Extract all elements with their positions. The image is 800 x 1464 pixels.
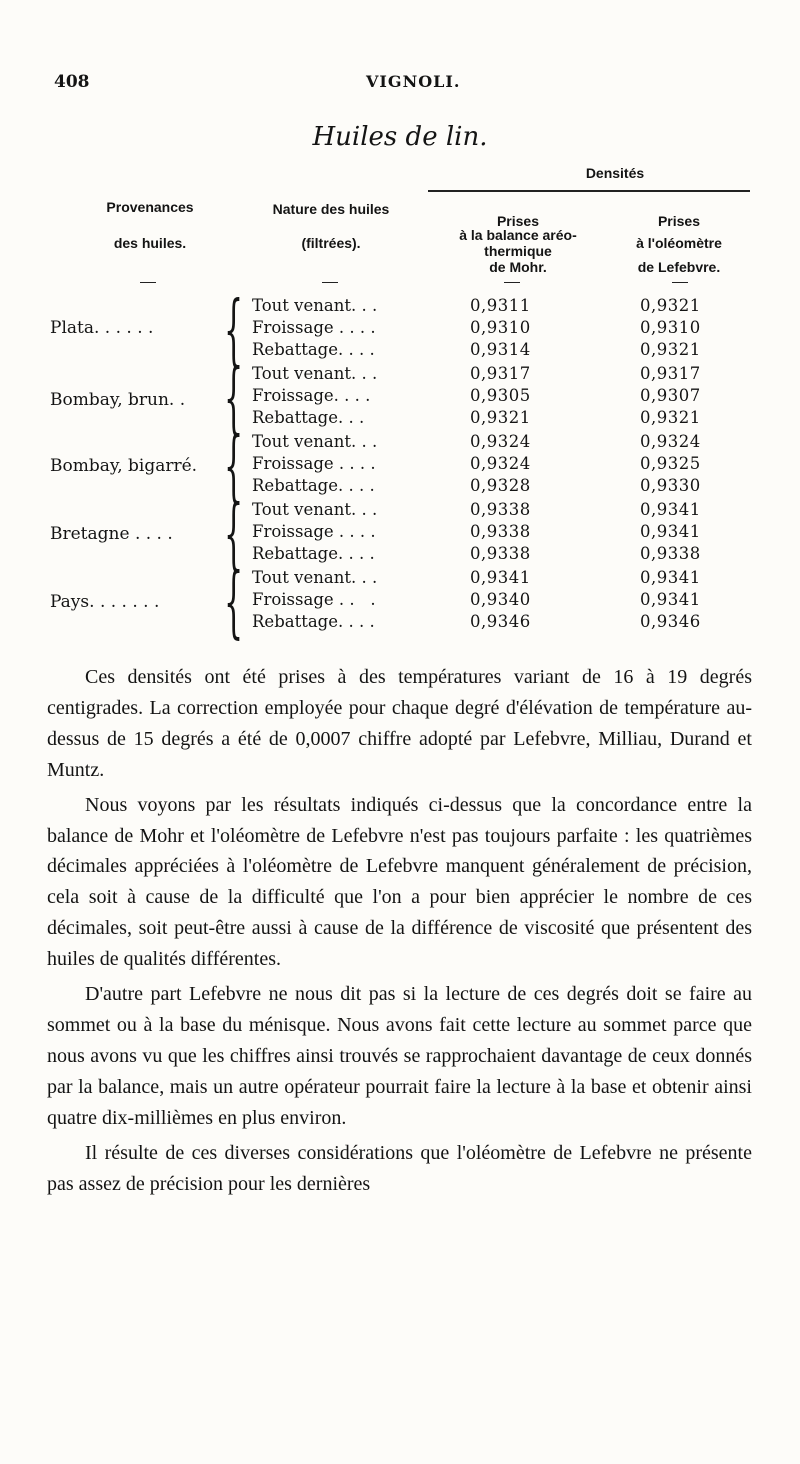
row-lefebvre-value: 0,9321 (640, 296, 701, 315)
row-nature: Froissage . . . (252, 590, 376, 609)
row-mohr-value: 0,9341 (470, 568, 531, 587)
row-mohr-value: 0,9346 (470, 612, 531, 631)
header-dash (504, 282, 520, 283)
row-nature: Tout venant. . . (252, 432, 378, 451)
row-nature: Rebattage. . . (252, 408, 365, 427)
row-nature: Rebattage. . . . (252, 340, 375, 359)
row-nature: Froissage . . . . (252, 318, 376, 337)
group-provenance: Bombay, brun. . (50, 390, 186, 410)
row-mohr-value: 0,9310 (470, 318, 531, 337)
header-nature-line2: (filtrées). (301, 235, 361, 251)
running-head (54, 72, 746, 96)
header-densities: Densités (585, 165, 645, 181)
row-nature: Tout venant. . . (252, 568, 378, 587)
paragraph: D'autre part Lefebvre ne nous dit pas si la lecture de ces degrés doit se faire au sommet ou à la base du ménisque. Nous avons fait cette lecture au sommet parce que nous avons vu que les chiffres ainsi trouvés se rapprochaient davantage de ceux donnés par la balance, mais un autre opérateur pourrait faire la lecture à la base et obtenir ainsi quatre dix-millièmes en plus environ. (47, 983, 752, 1129)
row-nature: Froissage . . . . (252, 454, 376, 473)
header-lefebvre-line1: Prises (657, 213, 701, 229)
paragraph: Ces densités ont été prises à des températures variant de 16 à 19 degrés centigrades. La correction employée pour chaque degré d'élévation de température au-dessus de 15 degrés a été de 0,0007 chiffre adopté par Lefebvre, Milliau, Durand et Muntz. (47, 666, 752, 781)
header-mohr-line4: de Mohr. (489, 259, 547, 275)
row-mohr-value: 0,9324 (470, 454, 531, 473)
header-nature-line1: Nature des huiles (272, 201, 390, 217)
row-mohr-value: 0,9311 (470, 296, 531, 315)
page-number: 408 (54, 72, 90, 92)
header-dash (322, 282, 338, 283)
row-nature: Froissage. . . . (252, 386, 371, 405)
row-lefebvre-value: 0,9341 (640, 500, 701, 519)
row-lefebvre-value: 0,9341 (640, 568, 701, 587)
body-text (47, 662, 752, 1203)
paragraph: Nous voyons par les résultats indiqués ci-dessus que la concordance entre la balance de Mohr et l'oléomètre de Lefebvre n'est pas toujours parfaite : les quatrièmes décimales appréciées à l'oléomètre de Lefebvre manquent généralement de précision, cela soit à cause de la difficulté que l'on a pour bien apprécier le nombre de ces décimales, soit peut-être aussi à cause de la différence de viscosité que présentent des huiles de qualités différentes. (47, 793, 752, 971)
row-mohr-value: 0,9314 (470, 340, 531, 359)
header-mohr-line3: thermique (484, 243, 552, 259)
row-lefebvre-value: 0,9307 (640, 386, 701, 405)
header-lefebvre-line3: de Lefebvre. (637, 259, 721, 275)
row-mohr-value: 0,9338 (470, 544, 531, 563)
group-provenance: Bombay, bigarré. (50, 456, 198, 476)
row-mohr-value: 0,9338 (470, 500, 531, 519)
header-lefebvre-line2: à l'oléomètre (636, 235, 722, 251)
row-lefebvre-value: 0,9321 (640, 340, 701, 359)
header-dash (140, 282, 156, 283)
row-nature: Tout venant. . . (252, 364, 378, 383)
row-lefebvre-value: 0,9321 (640, 408, 701, 427)
row-nature: Rebattage. . . . (252, 612, 375, 631)
group-provenance: Bretagne . . . . (50, 524, 173, 544)
group-provenance: Plata. . . . . . (50, 318, 154, 338)
brace: { (224, 490, 244, 582)
row-lefebvre-value: 0,9341 (640, 590, 701, 609)
row-mohr-value: 0,9317 (470, 364, 531, 383)
header-mohr-line2: à la balance aréo- (459, 227, 577, 243)
header-provenance-line1: Provenances (106, 199, 194, 215)
running-head-author: VIGNOLI. (366, 72, 461, 91)
header-provenance-line2: des huiles. (113, 235, 187, 251)
row-lefebvre-value: 0,9338 (640, 544, 701, 563)
brace: { (224, 354, 244, 446)
row-mohr-value: 0,9321 (470, 408, 531, 427)
row-nature: Rebattage. . . . (252, 476, 375, 495)
row-mohr-value: 0,9305 (470, 386, 531, 405)
row-nature: Froissage . . . . (252, 522, 376, 541)
group-provenance: Pays. . . . . . . (50, 592, 160, 612)
row-lefebvre-value: 0,9325 (640, 454, 701, 473)
row-mohr-value: 0,9338 (470, 522, 531, 541)
row-mohr-value: 0,9328 (470, 476, 531, 495)
densities-rule (428, 190, 750, 192)
row-lefebvre-value: 0,9310 (640, 318, 701, 337)
paragraph: Il résulte de ces diverses considérations que l'oléomètre de Lefebvre ne présente pas assez de précision pour les dernières (47, 1141, 752, 1195)
header-mohr-line1: Prises (496, 213, 540, 229)
row-lefebvre-value: 0,9346 (640, 612, 701, 631)
brace: { (224, 422, 244, 514)
row-mohr-value: 0,9324 (470, 432, 531, 451)
row-lefebvre-value: 0,9330 (640, 476, 701, 495)
row-nature: Tout venant. . . (252, 500, 378, 519)
header-dash (672, 282, 688, 283)
row-lefebvre-value: 0,9341 (640, 522, 701, 541)
row-mohr-value: 0,9340 (470, 590, 531, 609)
brace: { (224, 558, 244, 650)
table-title: Huiles de lin. (312, 122, 488, 152)
brace: { (224, 286, 244, 378)
row-nature: Rebattage. . . . (252, 544, 375, 563)
row-lefebvre-value: 0,9324 (640, 432, 701, 451)
row-lefebvre-value: 0,9317 (640, 364, 701, 383)
row-nature: Tout venant. . . (252, 296, 378, 315)
